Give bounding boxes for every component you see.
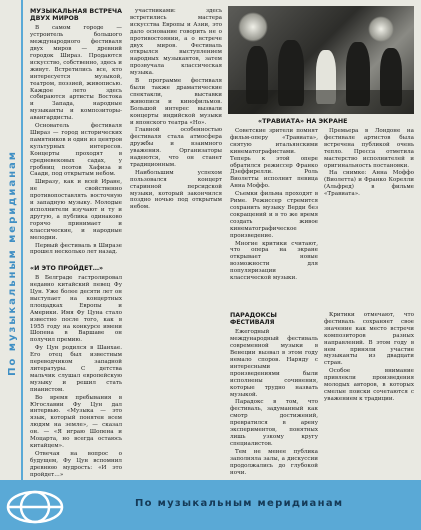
article-2-paragraph: Фу Цун родился в Шанхае. Его отец был известным переводчиком западной литературы. С детства мальчик слушал европейскую музыку и решил стать пианистом.: [30, 345, 122, 393]
rubric-side-label: По музыкальным меридианам: [7, 150, 18, 376]
article-2-paragraph: Отвечая на вопрос о будущем, Фу Цун вспомнил древнюю мудрость: «И это пройдет…»: [30, 450, 122, 478]
opera-scene-photo: [228, 6, 414, 114]
article-7: [324, 312, 414, 476]
article-1-paragraph: Ширазу, как и всей Иране, не свойственно противопоставлять восточную и западную музыку. Молодые исполнители изучают и ту и другую, а публика одинаково горячо принимает и классические, и народные мелодии.: [30, 179, 122, 241]
rubric-bottom-label: По музыкальным меридианам: [135, 498, 344, 509]
article-5-paragraph: Премьера в Лондоне на фестивале артистов была встречена публикой очень тепло. Пресса отметила мастерство исполнителей и оригинальность постановки.: [324, 128, 414, 169]
article-6-paragraph: Ежегодный международный фестиваль современной музыки в Венеции вызвал в этом году немало споров. Наряду с интересными произведениями были исполнены сочинения, которые трудно назвать музыкой.: [230, 329, 318, 398]
chandelier-light: [368, 16, 394, 42]
article-4-title: «ТРАВИАТА» НА ЭКРАНЕ: [258, 118, 348, 125]
article-2: [30, 265, 122, 478]
globe-logo-icon: [6, 490, 64, 524]
rubric-strip: [0, 0, 24, 480]
article-7-paragraph: Особое внимание привлекли произведения молодых авторов, в которых смелые поиски сочетаются с уважением к традиции.: [324, 368, 414, 402]
article-3-paragraph: участниками: здесь встретились мастера искусства Европы и Азии, это дало основание говорить не о противостоянии, а о встрече двух миров. Фестиваль открылся выступлением народных музыкантов, затем прозвучала классическая музыка.: [130, 8, 222, 77]
article-6-paragraph: Тем не менее публика заполняла залы, а дискуссии продолжались до глубокой ночи.: [230, 448, 318, 476]
article-2-paragraph: В Белграде гастролировал недавно китайский певец Фу Цун. Уже более десяти лет он выступает на концертных площадках Европы и Америки. Имя Фу Цуна стало известно после того, как в 1955 году на конкурсе имени Шопена в Варшаве он получил премию.: [30, 275, 122, 344]
article-4-paragraph: Съемки фильма проходят в Риме. Режиссер стремится сохранить музыку Верди без сокращений и в то же время создать живое кинематографическое произведение.: [230, 191, 318, 239]
bottom-rubric-bar: [0, 480, 421, 530]
article-5-paragraph: На снимке: Анна Моффо (Виолетта) и Франко Корелли (Альфред) в фильме «Травиата».: [324, 170, 414, 198]
article-2-title: «И ЭТО ПРОЙДЕТ…»: [30, 265, 104, 272]
article-3-paragraph: В программе фестиваля были также драматические спектакли, выставки живописи и кинофильмов. Большой интерес вызвали концерты индийской музыки и японского театра «Но».: [130, 78, 222, 126]
chandelier-light: [238, 12, 268, 42]
article-1-paragraph: Первый фестиваль в Ширазе прошел несколько лет назад.: [30, 242, 122, 256]
article-1-paragraph: Основатель фестиваля Шираз — город исторических памятников и один из центров культурных интересов. Концерты проходят в средневековых садах, у гробниц поэтов Хафиза и Саади, под открытым небом.: [30, 123, 122, 178]
article-7-paragraph: Критики отмечают, что фестиваль сохраняет свое значение как место встречи композиторов разных направлений. В этом году в нем приняли участие музыканты из двадцати стран.: [324, 312, 414, 367]
photo-shadow: [228, 90, 414, 114]
article-1: [30, 8, 122, 256]
article-2-paragraph: Во время пребывания в Югославии Фу Цун дал интервью. «Музыка — это язык, который понятен всем людям на земле», — сказал он. — «Я играю Шопена и Моцарта, но всегда остаюсь китайцем».: [30, 394, 122, 449]
article-6-paragraph: Парадокс в том, что фестиваль, задуманный как смотр достижений, превратился в арену экспериментов, понятных лишь узкому кругу специалистов.: [230, 399, 318, 447]
article-5: [324, 128, 414, 304]
article-1-paragraph: В самом городе — устроитель большого международного фестиваля двух миров — древний городок Шираз. Продаются искусство, собственно, здесь и живут. Встретились все, кто интересуется музыкой, театром, поэзией, живописью. Каждое лето здесь собираются артисты Востока и Запада, народные музыканты и композиторы-авангардисты.: [30, 25, 122, 122]
article-4-paragraph: Многие критики считают, что опера на экране открывает новые возможности для популяризации классической музыки.: [230, 240, 318, 282]
article-3-paragraph: Наибольшим успехом пользовался концерт старинной персидской музыки, который закончился поздно ночью под открытым небом.: [130, 169, 222, 211]
article-4: [230, 128, 318, 304]
article-4-paragraph: Советские зрители помнят фильм-оперу «Травиата», снятую итальянскими кинематографистами. Теперь к этой опере обратился режиссер Франко Дзеффирелли. Роль Виолетты исполнит певица Анна Моффо.: [230, 128, 318, 190]
article-6-title: ПАРАДОКСЫ ФЕСТИВАЛЯ: [230, 312, 277, 327]
article-1-title: МУЗЫКАЛЬНАЯ ВСТРЕЧА ДВУХ МИРОВ: [30, 8, 122, 23]
article-3: [130, 8, 222, 474]
article-6: [230, 312, 318, 476]
article-3-paragraph: Главной особенностью фестиваля стала атмосфера дружбы и взаимного уважения. Организаторы надеются, что он станет традиционным.: [130, 127, 222, 168]
